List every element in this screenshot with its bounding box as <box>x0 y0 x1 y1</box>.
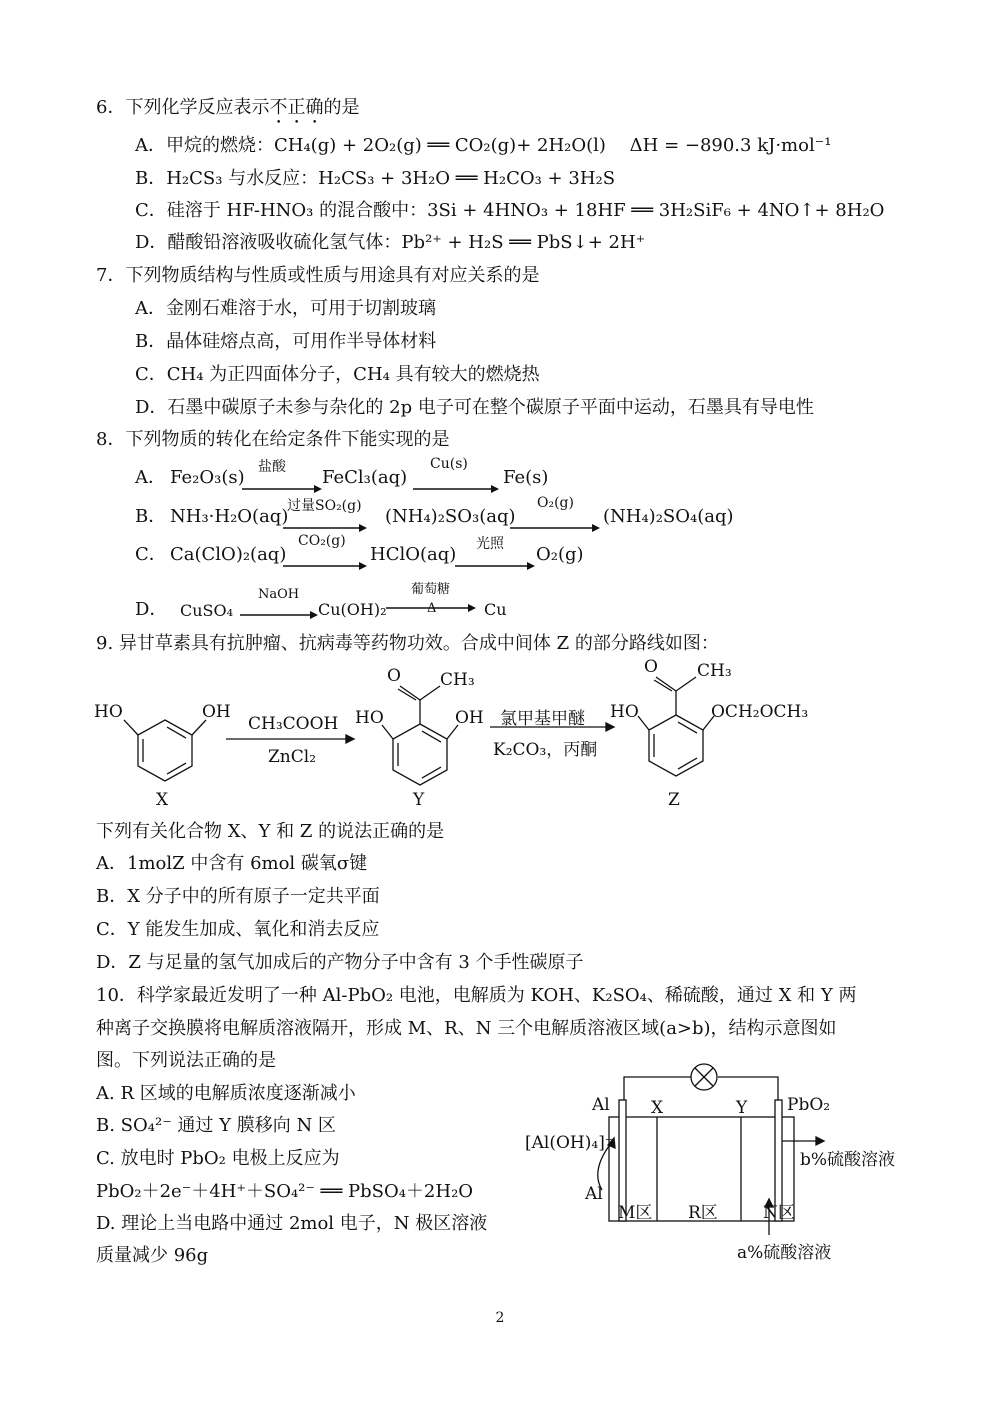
q8-d-c2b: Δ <box>427 601 437 616</box>
q8-a-s1: Fe₂O₃(s) <box>170 467 245 488</box>
y-o: O <box>387 666 401 686</box>
q8-b-s2: (NH₄)₂SO₃(aq) <box>385 506 516 527</box>
q10-option-b: B. SO₄²⁻ 通过 Y 膜移向 N 区 <box>96 1115 336 1136</box>
z-och2och3: OCH₂OCH₃ <box>711 702 809 722</box>
q9-option-a: A．1molZ 中含有 6mol 碳氧σ键 <box>96 853 368 874</box>
q9-stem: 9. 异甘草素具有抗肿瘤、抗病毒等药物功效。合成中间体 Z 的部分路线如图： <box>96 633 719 654</box>
q7-option-a: A．金刚石难溶于水，可用于切割玻璃 <box>135 298 436 319</box>
reagent-k2co3: K₂CO₃，丙酮 <box>493 740 598 760</box>
label-b-out: b%硫酸溶液 <box>800 1150 896 1170</box>
q10-option-c-eq: PbO₂＋2e⁻＋4H⁺＋SO₄²⁻ ══ PbSO₄＋2H₂O <box>96 1181 474 1202</box>
q8-b-c2: O₂(g) <box>537 495 574 511</box>
q8-b-label: B． <box>135 506 167 527</box>
q6-option-c: C．硅溶于 HF-HNO₃ 的混合酸中：3Si + 4HNO₃ + 18HF ══ 3H₂SiF₆ + 4NO↑+ 8H₂O <box>135 200 885 221</box>
q8-stem: 8．下列物质的转化在给定条件下能实现的是 <box>96 429 450 450</box>
label-pbo2: PbO₂ <box>787 1095 831 1115</box>
q8-d-c2a: 葡萄糖 <box>411 582 451 597</box>
q8-c-s2: HClO(aq) <box>370 544 457 565</box>
q8-c-s1: Ca(ClO)₂(aq) <box>170 544 287 565</box>
q6-emphasis: 不正确 <box>269 97 324 118</box>
y-oh: OH <box>455 708 484 728</box>
q8-c-s3: O₂(g) <box>536 544 584 565</box>
q10-option-a: A. R 区域的电解质浓度逐渐减小 <box>96 1083 356 1104</box>
q8-d-c1: NaOH <box>258 587 300 602</box>
q10-option-c: C. 放电时 PbO₂ 电极上反应为 <box>96 1148 340 1169</box>
x-oh: OH <box>202 702 231 722</box>
label-x: X <box>156 790 169 810</box>
q8-d-s2: Cu(OH)₂ <box>318 600 387 619</box>
z-ch3: CH₃ <box>697 661 732 681</box>
y-ch3: CH₃ <box>440 670 475 690</box>
label-al-top: Al <box>592 1095 610 1115</box>
reagent-ch3cooh: CH₃COOH <box>248 714 339 734</box>
z-ho: HO <box>610 702 639 722</box>
label-m-zone: M区 <box>618 1203 653 1223</box>
x-ho: HO <box>94 702 123 722</box>
q8-a-label: A． <box>135 467 166 488</box>
y-ho: HO <box>355 708 384 728</box>
q8-b-s3: (NH₄)₂SO₄(aq) <box>603 506 734 527</box>
q8-c-label: C． <box>135 544 167 565</box>
q9-option-b: B．X 分子中的所有原子一定共平面 <box>96 886 380 907</box>
q8-d-s1: CuSO₄ <box>180 601 234 620</box>
q8-b-c1: 过量SO₂(g) <box>287 498 362 514</box>
q6-option-b: B．H₂CS₃ 与水反应：H₂CS₃ + 3H₂O ══ H₂CO₃ + 3H₂S <box>135 168 616 189</box>
label-aloh4: [Al(OH)₄]⁻ <box>525 1133 614 1153</box>
z-o: O <box>644 657 658 677</box>
q7-option-d: D．石墨中碳原子未参与杂化的 2p 电子可在整个碳原子平面中运动，石墨具有导电性 <box>135 397 814 418</box>
label-r-zone: R区 <box>688 1203 718 1223</box>
q9-option-d: D．Z 与足量的氢气加成后的产物分子中含有 3 个手性碳原子 <box>96 952 584 973</box>
q8-c-c1: CO₂(g) <box>298 533 346 549</box>
q8-a-s3: Fe(s) <box>503 467 549 488</box>
reagent-zncl2: ZnCl₂ <box>268 747 317 767</box>
label-y-membrane: Y <box>736 1098 748 1118</box>
q8-c-c2: 光照 <box>476 536 504 552</box>
q8-b-s1: NH₃·H₂O(aq) <box>170 506 289 527</box>
q6-option-a: A．甲烷的燃烧：CH₄(g) + 2O₂(g) ══ CO₂(g)+ 2H₂O(l) ΔH = −890.3 kJ·mol⁻¹ <box>135 135 832 156</box>
q7-option-b: B．晶体硅熔点高，可用作半导体材料 <box>135 331 437 352</box>
label-y: Y <box>413 790 425 810</box>
q9-option-c: C．Y 能发生加成、氧化和消去反应 <box>96 919 380 940</box>
reagent-mom: 氯甲基甲醚 <box>500 709 585 729</box>
page-number: 2 <box>495 1310 505 1326</box>
q10-line3: 图。下列说法正确的是 <box>96 1050 276 1071</box>
q10-line2: 种离子交换膜将电解质溶液隔开，形成 M、R、N 三个电解质溶液区域(a>b)，结构示意图如 <box>96 1018 837 1039</box>
q10-option-d: D. 理论上当电路中通过 2mol 电子，N 极区溶液 <box>96 1213 488 1234</box>
q8-a-c2: Cu(s) <box>430 456 468 472</box>
q7-stem: 7．下列物质结构与性质或性质与用途具有对应关系的是 <box>96 265 540 286</box>
q7-option-c: C．CH₄ 为正四面体分子，CH₄ 具有较大的燃烧热 <box>135 364 540 385</box>
q8-a-c1: 盐酸 <box>258 459 286 475</box>
label-al-bottom: Al <box>585 1184 603 1204</box>
q8-a-s2: FeCl₃(aq) <box>322 467 408 488</box>
label-n-zone: N区 <box>763 1203 795 1223</box>
q6-stem: 6．下列化学反应表示不正确的是 <box>96 97 360 118</box>
label-a-in: a%硫酸溶液 <box>737 1243 832 1263</box>
q6-option-d: D．醋酸铅溶液吸收硫化氢气体：Pb²⁺ + H₂S ══ PbS↓+ 2H⁺ <box>135 232 646 253</box>
label-z: Z <box>668 790 680 810</box>
q8-d-label: D． <box>135 599 168 620</box>
q10-option-d-cont: 质量减少 96g <box>96 1245 209 1266</box>
q9-sub: 下列有关化合物 X、Y 和 Z 的说法正确的是 <box>96 821 445 842</box>
q10-line1: 10．科学家最近发明了一种 Al-PbO₂ 电池，电解质为 KOH、K₂SO₄、稀硫酸，通过 X 和 Y 两 <box>96 985 857 1006</box>
label-x-membrane: X <box>651 1098 664 1118</box>
q8-d-s3: Cu <box>484 600 507 619</box>
